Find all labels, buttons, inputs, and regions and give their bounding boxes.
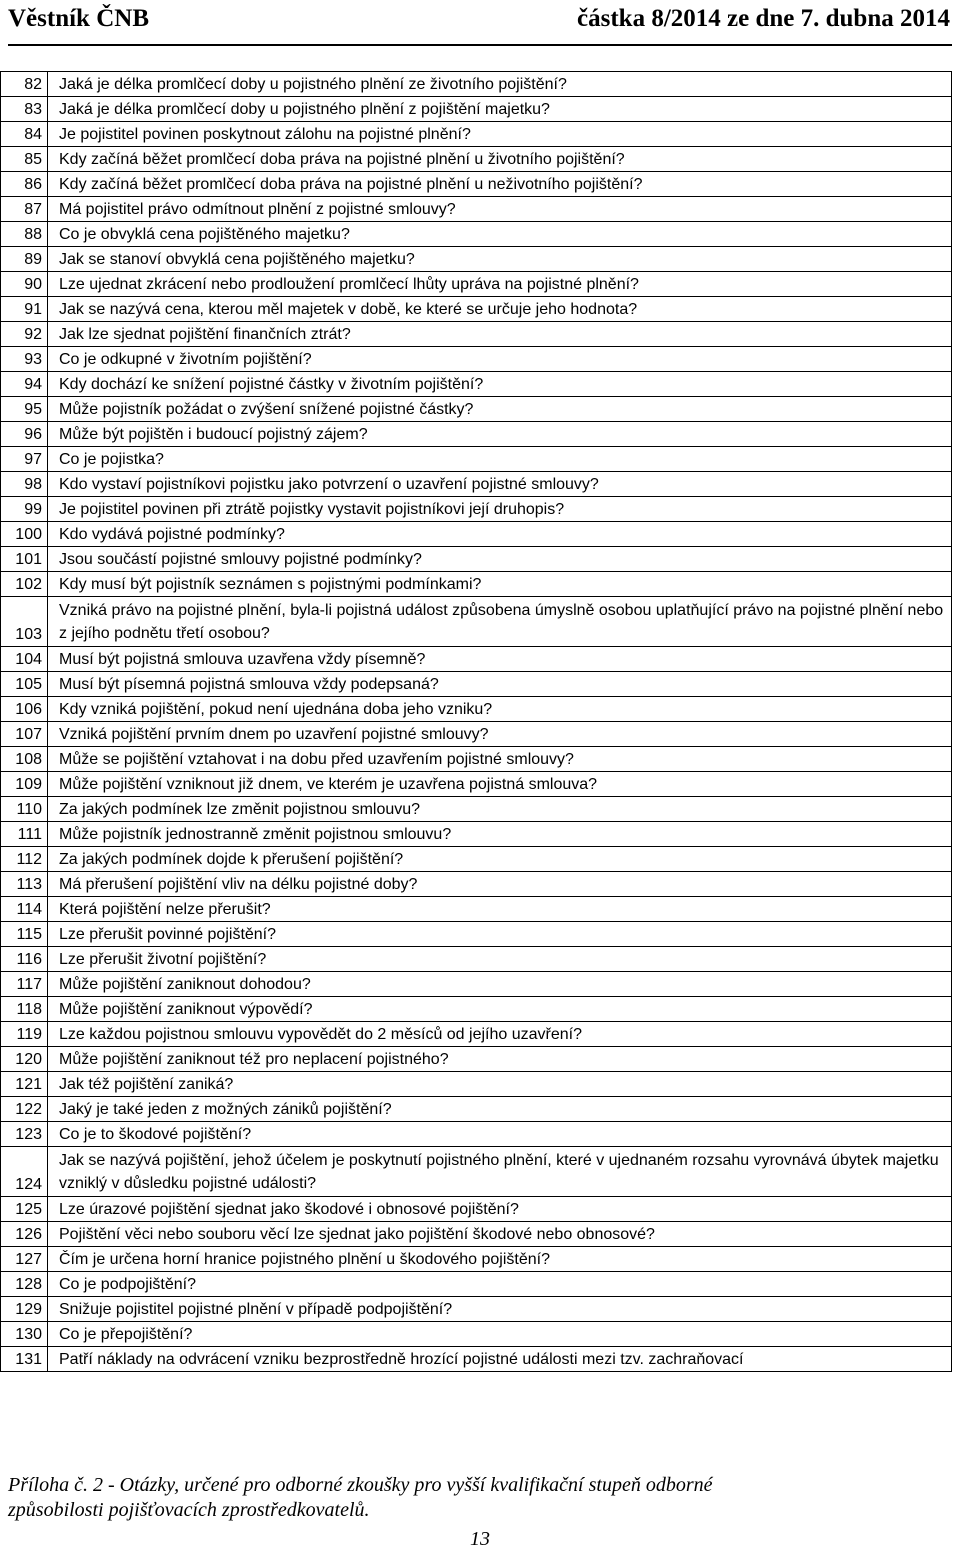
question-text: Má pojistitel právo odmítnout plnění z pojistné smlouvy? — [48, 197, 952, 222]
table-row — [1, 172, 952, 197]
table-row — [1, 722, 952, 747]
question-text: Může být pojištěn i budoucí pojistný zájem? — [48, 422, 952, 447]
table-row — [1, 597, 952, 647]
table-row — [1, 972, 952, 997]
table-row — [1, 947, 952, 972]
table-row — [1, 322, 952, 347]
table-row — [1, 372, 952, 397]
table-row — [1, 1022, 952, 1047]
table-row — [1, 1197, 952, 1222]
table-row — [1, 672, 952, 697]
question-text: Čím je určena horní hranice pojistného plnění u škodového pojištění? — [48, 1247, 952, 1272]
table-row — [1, 572, 952, 597]
question-text: Je pojistitel povinen při ztrátě pojistky vystavit pojistníkovi její druhopis? — [48, 497, 952, 522]
table-row — [1, 297, 952, 322]
table-row — [1, 647, 952, 672]
table-row — [1, 797, 952, 822]
question-text: Lze úrazové pojištění sjednat jako škodové i obnosové pojištění? — [48, 1197, 952, 1222]
annex-caption — [8, 1473, 952, 1523]
question-text: Může se pojištění vztahovat i na dobu před uzavřením pojistné smlouvy? — [48, 747, 952, 772]
question-text: Za jakých podmínek dojde k přerušení pojištění? — [48, 847, 952, 872]
question-text: Vzniká právo na pojistné plnění, byla-li pojistná událost způsobena úmyslně osobou uplatňující právo na pojistné plnění nebo z jejího podnětu třetí osobou? — [48, 597, 952, 647]
question-text: Jaká je délka promlčecí doby u pojistného plnění z pojištění majetku? — [48, 97, 952, 122]
table-row — [1, 1297, 952, 1322]
question-text: Jak se nazývá cena, kterou měl majetek v době, ke které se určuje jeho hodnota? — [48, 297, 952, 322]
question-number: 124 — [1, 1147, 48, 1197]
question-text: Kdy vzniká pojištění, pokud není ujednána doba jeho vzniku? — [48, 697, 952, 722]
question-text: Má přerušení pojištění vliv na délku pojistné doby? — [48, 872, 952, 897]
question-number: 127 — [1, 1247, 48, 1272]
question-number: 87 — [1, 197, 48, 222]
question-text: Co je pojistka? — [48, 447, 952, 472]
question-text: Musí být pojistná smlouva uzavřena vždy písemně? — [48, 647, 952, 672]
table-row — [1, 772, 952, 797]
table-row — [1, 422, 952, 447]
question-text: Lze ujednat zkrácení nebo prodloužení promlčecí lhůty upráva na pojistné plnění? — [48, 272, 952, 297]
table-row — [1, 1247, 952, 1272]
question-number: 102 — [1, 572, 48, 597]
question-number: 109 — [1, 772, 48, 797]
question-number: 117 — [1, 972, 48, 997]
question-number: 114 — [1, 897, 48, 922]
question-number: 126 — [1, 1222, 48, 1247]
table-row — [1, 547, 952, 572]
question-number: 110 — [1, 797, 48, 822]
table-row — [1, 1072, 952, 1097]
question-number: 115 — [1, 922, 48, 947]
table-row — [1, 447, 952, 472]
question-number: 83 — [1, 97, 48, 122]
question-number: 105 — [1, 672, 48, 697]
question-text: Lze přerušit životní pojištění? — [48, 947, 952, 972]
question-text: Co je obvyklá cena pojištěného majetku? — [48, 222, 952, 247]
table-row — [1, 1047, 952, 1072]
table-row — [1, 747, 952, 772]
question-number: 96 — [1, 422, 48, 447]
question-text: Jsou součástí pojistné smlouvy pojistné podmínky? — [48, 547, 952, 572]
question-number: 97 — [1, 447, 48, 472]
question-text: Pojištění věci nebo souboru věcí lze sjednat jako pojištění škodové nebo obnosové? — [48, 1222, 952, 1247]
question-number: 89 — [1, 247, 48, 272]
table-row — [1, 247, 952, 272]
question-text: Může pojištění zaniknout dohodou? — [48, 972, 952, 997]
question-number: 104 — [1, 647, 48, 672]
issue-info: částka 8/2014 ze dne 7. dubna 2014 — [577, 5, 950, 32]
table-row — [1, 497, 952, 522]
question-text: Kdo vydává pojistné podmínky? — [48, 522, 952, 547]
table-row — [1, 997, 952, 1022]
question-text: Kdy musí být pojistník seznámen s pojistnými podmínkami? — [48, 572, 952, 597]
question-text: Může pojistník požádat o zvýšení snížené pojistné částky? — [48, 397, 952, 422]
question-number: 107 — [1, 722, 48, 747]
table-row — [1, 222, 952, 247]
table-row — [1, 847, 952, 872]
question-number: 118 — [1, 997, 48, 1022]
question-text: Jak lze sjednat pojištění finančních ztrát? — [48, 322, 952, 347]
question-number: 106 — [1, 697, 48, 722]
table-row — [1, 397, 952, 422]
question-number: 100 — [1, 522, 48, 547]
journal-title: Věstník ČNB — [8, 5, 149, 32]
question-text: Co je podpojištění? — [48, 1272, 952, 1297]
questions-table-body — [1, 72, 952, 1372]
question-text: Kdy dochází ke snížení pojistné částky v životním pojištění? — [48, 372, 952, 397]
question-number: 91 — [1, 297, 48, 322]
question-number: 119 — [1, 1022, 48, 1047]
question-text: Patří náklady na odvrácení vzniku bezprostředně hrozící pojistné události mezi tzv. zachraňovací — [48, 1347, 952, 1372]
question-text: Jak se stanoví obvyklá cena pojištěného majetku? — [48, 247, 952, 272]
table-row — [1, 822, 952, 847]
question-text: Může pojistník jednostranně změnit pojistnou smlouvu? — [48, 822, 952, 847]
table-row — [1, 197, 952, 222]
question-number: 92 — [1, 322, 48, 347]
question-text: Lze přerušit povinné pojištění? — [48, 922, 952, 947]
table-row — [1, 147, 952, 172]
question-number: 99 — [1, 497, 48, 522]
question-number: 86 — [1, 172, 48, 197]
question-text: Může pojištění vzniknout již dnem, ve kterém je uzavřena pojistná smlouva? — [48, 772, 952, 797]
question-number: 88 — [1, 222, 48, 247]
question-text: Jaká je délka promlčecí doby u pojistného plnění ze životního pojištění? — [48, 72, 952, 97]
question-text: Jak též pojištění zaniká? — [48, 1072, 952, 1097]
question-text: Lze každou pojistnou smlouvu vypovědět do 2 měsíců od jejího uzavření? — [48, 1022, 952, 1047]
table-row — [1, 72, 952, 97]
question-number: 116 — [1, 947, 48, 972]
question-text: Co je přepojištění? — [48, 1322, 952, 1347]
question-text: Musí být písemná pojistná smlouva vždy podepsaná? — [48, 672, 952, 697]
question-number: 85 — [1, 147, 48, 172]
question-number: 98 — [1, 472, 48, 497]
question-number: 111 — [1, 822, 48, 847]
table-row — [1, 872, 952, 897]
question-number: 128 — [1, 1272, 48, 1297]
question-number: 90 — [1, 272, 48, 297]
question-text: Jak se nazývá pojištění, jehož účelem je poskytnutí pojistného plnění, které v ujednaném rozsahu vyrovnává úbytek majetku vzniklý v důsledku pojistné události? — [48, 1147, 952, 1197]
question-number: 84 — [1, 122, 48, 147]
table-row — [1, 1097, 952, 1122]
table-row — [1, 122, 952, 147]
question-number: 120 — [1, 1047, 48, 1072]
annex-caption-line-1: Příloha č. 2 - Otázky, určené pro odborné zkoušky pro vyšší kvalifikační stupeň odborné — [8, 1474, 713, 1496]
table-row — [1, 472, 952, 497]
question-number: 82 — [1, 72, 48, 97]
question-number: 129 — [1, 1297, 48, 1322]
question-number: 125 — [1, 1197, 48, 1222]
question-text: Vzniká pojištění prvním dnem po uzavření pojistné smlouvy? — [48, 722, 952, 747]
question-text: Kdy začíná běžet promlčecí doba práva na pojistné plnění u neživotního pojištění? — [48, 172, 952, 197]
page-number: 13 — [470, 1528, 490, 1550]
question-number: 108 — [1, 747, 48, 772]
table-row — [1, 697, 952, 722]
question-text: Je pojistitel povinen poskytnout zálohu na pojistné plnění? — [48, 122, 952, 147]
table-row — [1, 1147, 952, 1197]
table-row — [1, 1272, 952, 1297]
question-number: 122 — [1, 1097, 48, 1122]
question-text: Kdo vystaví pojistníkovi pojistku jako potvrzení o uzavření pojistné smlouvy? — [48, 472, 952, 497]
question-number: 112 — [1, 847, 48, 872]
question-text: Co je odkupné v životním pojištění? — [48, 347, 952, 372]
table-row — [1, 922, 952, 947]
question-number: 101 — [1, 547, 48, 572]
question-number: 130 — [1, 1322, 48, 1347]
question-text: Co je to škodové pojištění? — [48, 1122, 952, 1147]
table-row — [1, 1322, 952, 1347]
table-row — [1, 1122, 952, 1147]
annex-caption-line-2: způsobilosti pojišťovacích zprostředkovatelů. — [8, 1499, 370, 1521]
table-row — [1, 347, 952, 372]
question-number: 113 — [1, 872, 48, 897]
questions-table — [0, 71, 952, 1372]
table-row — [1, 1222, 952, 1247]
table-row — [1, 1347, 952, 1372]
question-text: Za jakých podmínek lze změnit pojistnou smlouvu? — [48, 797, 952, 822]
question-number: 103 — [1, 597, 48, 647]
question-number: 93 — [1, 347, 48, 372]
question-number: 123 — [1, 1122, 48, 1147]
question-text: Jaký je také jeden z možných zániků pojištění? — [48, 1097, 952, 1122]
table-row — [1, 897, 952, 922]
question-text: Snižuje pojistitel pojistné plnění v případě podpojištění? — [48, 1297, 952, 1322]
question-number: 94 — [1, 372, 48, 397]
question-text: Která pojištění nelze přerušit? — [48, 897, 952, 922]
question-text: Může pojištění zaniknout výpovědí? — [48, 997, 952, 1022]
question-text: Kdy začíná běžet promlčecí doba práva na pojistné plnění u životního pojištění? — [48, 147, 952, 172]
question-text: Může pojištění zaniknout též pro neplacení pojistného? — [48, 1047, 952, 1072]
table-row — [1, 272, 952, 297]
page-header — [8, 0, 952, 46]
question-number: 95 — [1, 397, 48, 422]
table-row — [1, 97, 952, 122]
table-row — [1, 522, 952, 547]
question-number: 121 — [1, 1072, 48, 1097]
question-number: 131 — [1, 1347, 48, 1372]
